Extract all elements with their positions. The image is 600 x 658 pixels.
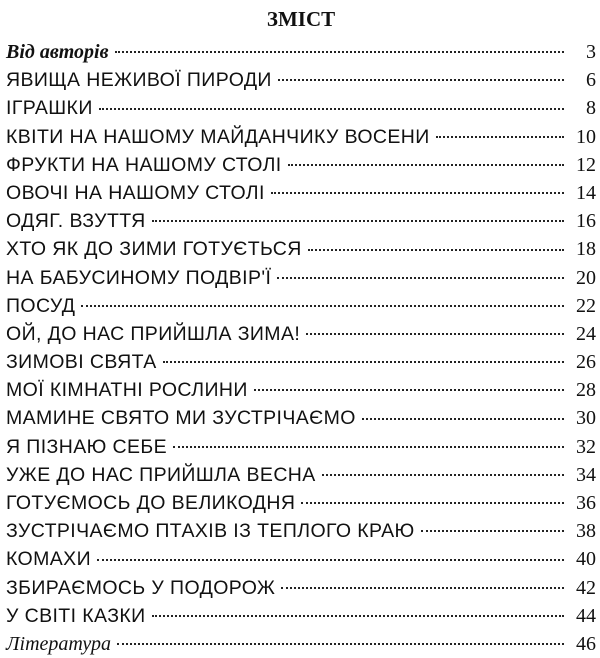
toc-entry [6,179,596,207]
toc-entry [6,320,596,348]
toc-entry [6,489,596,517]
dot-leader [152,615,564,617]
dot-leader [277,277,564,279]
toc-entry [6,66,596,94]
toc-entry-page: 28 [576,379,596,402]
toc-entry [6,404,596,432]
toc-entry-page: 26 [576,351,596,374]
toc-entry-title: ГОТУЄМОСЬ ДО ВЕЛИКОДНЯ [6,492,296,514]
toc-entry-page: 18 [576,238,596,261]
toc-entry [6,264,596,292]
toc-entry-page: 8 [586,97,596,120]
toc-entry-title: УЖЕ ДО НАС ПРИЙШЛА ВЕСНА [6,463,316,486]
dot-leader [271,192,564,194]
toc-entry [6,461,596,489]
toc-entry-title: МОЇ КІМНАТНІ РОСЛИНИ [6,379,248,402]
toc-entry-page: 24 [576,322,596,345]
toc-entry-page: 10 [576,125,596,148]
toc-entry [6,151,596,179]
toc-entry-title: ЗУСТРІЧАЄМО ПТАХІВ ІЗ ТЕПЛОГО КРАЮ [6,520,415,543]
toc-entry-page: 40 [576,548,596,571]
dot-leader [322,474,564,476]
toc-entry-title: НА БАБУСИНОМУ ПОДВІР'Ї [6,266,272,289]
toc-entry [6,545,596,573]
toc-entry-title: Я ПІЗНАЮ СЕБЕ [6,435,168,458]
toc-entry-title: У СВІТІ КАЗКИ [6,604,146,627]
toc-entry-page: 20 [576,266,596,289]
toc-list [6,38,596,658]
dot-leader [99,108,564,110]
dot-leader [254,389,564,391]
toc-title: ЗМІСТ [266,7,336,31]
dot-leader [301,502,564,504]
dot-leader [152,220,564,222]
toc-entry [6,207,596,235]
toc-entry [6,376,596,404]
toc-entry-title: ХТО ЯК ДО ЗИМИ ГОТУЄТЬСЯ [6,238,302,261]
dot-leader [281,587,564,589]
dot-leader [278,79,564,81]
toc-entry-title: Від авторів [6,41,109,63]
toc-entry [6,574,596,602]
toc-entry-page: 22 [576,294,596,317]
toc-entry-title: ЯВИЩА НЕЖИВОЇ ПИРОДИ [6,69,272,92]
toc-entry-page: 38 [576,520,596,543]
toc-entry-page: 12 [576,153,596,176]
dot-leader [362,418,564,420]
toc-entry-title: ЗИМОВІ СВЯТА [6,351,157,374]
toc-entry-page: 16 [576,210,596,233]
toc-entry-title: ФРУКТИ НА НАШОМУ СТОЛІ [6,153,282,176]
toc-entry [6,517,596,545]
dot-leader [97,559,564,561]
toc-entry-title: ОЙ, ДО НАС ПРИЙШЛА ЗИМА! [6,322,301,345]
toc-entry-title: Література [6,632,111,655]
dot-leader [163,361,564,363]
toc-entry [6,602,596,630]
toc-entry-title: ОДЯГ. ВЗУТТЯ [6,210,146,233]
toc-entry-page: 34 [576,463,596,486]
toc-entry [6,348,596,376]
toc-entry [6,235,596,263]
toc-entry-page: 36 [576,492,596,514]
toc-entry-title: КОМАХИ [6,548,91,571]
dot-leader [173,446,564,448]
dot-leader [81,305,564,307]
dot-leader [306,333,564,335]
dot-leader [288,164,564,166]
toc-entry-title: ПОСУД [6,294,76,317]
toc-entry [6,94,596,122]
toc-entry-title: КВІТИ НА НАШОМУ МАЙДАНЧИКУ ВОСЕНИ [6,125,430,148]
toc-entry [6,433,596,461]
toc-entry-page: 42 [576,576,596,599]
toc-entry-title: ЗБИРАЄМОСЬ У ПОДОРОЖ [6,576,276,599]
toc-entry [6,292,596,320]
dot-leader [115,51,564,53]
toc-entry [6,123,596,151]
toc-entry-title: ОВОЧІ НА НАШОМУ СТОЛІ [6,181,265,204]
toc-entry-page: 44 [576,604,596,627]
toc-entry-page: 14 [576,181,596,204]
dot-leader [308,249,564,251]
toc-entry-page: 46 [576,632,596,655]
dot-leader [436,136,564,138]
toc-entry-title: ІГРАШКИ [6,97,93,120]
toc-entry-page: 32 [576,435,596,458]
toc-entry-page: 6 [586,69,596,92]
dot-leader [117,643,564,645]
toc-entry [6,630,596,658]
dot-leader [421,530,564,532]
toc-entry-title: МАМИНЕ СВЯТО МИ ЗУСТРІЧАЄМО [6,407,356,430]
toc-entry-page: 3 [586,41,596,63]
toc-entry-page: 30 [576,407,596,430]
toc-entry [6,38,596,66]
